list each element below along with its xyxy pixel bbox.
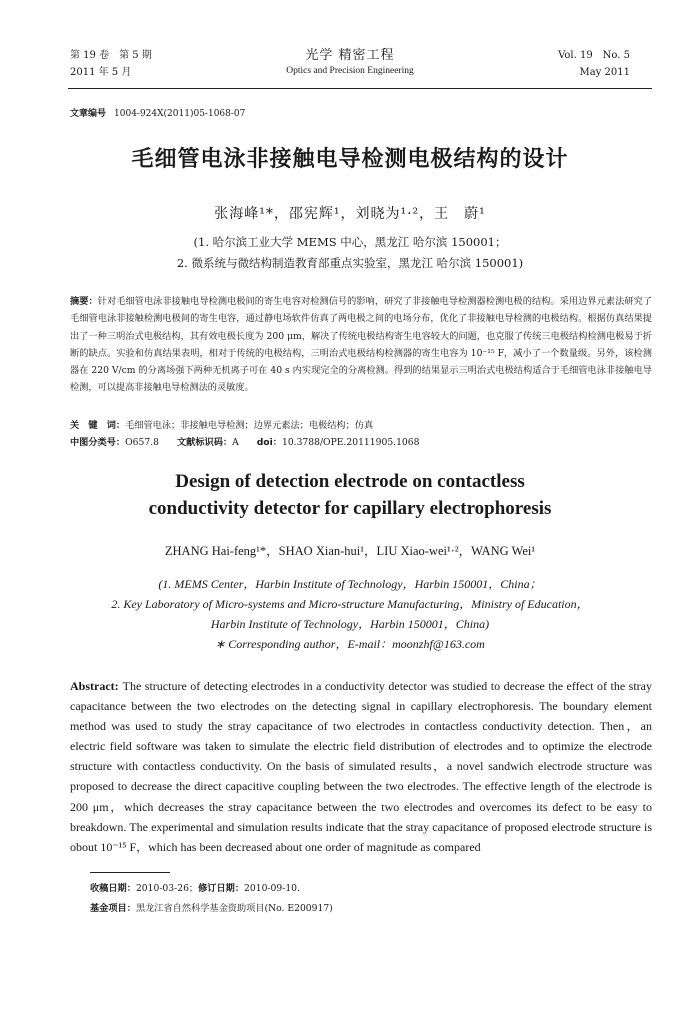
date-en: May 2011 [579,67,630,78]
footnote-dates [90,880,650,894]
abstract-en-text: The structure of detecting electrodes in a conductivity detector was studied to decrease the effect of the stray capacitance between the two electrodes on the detecting signal in capillary electrophoresis. The boundary element method was used to study the stray capacitance of two electrodes in contactless conductivity detection. Then，an electric field software was taken to simulate the electric field distribution of electrodes and to optimize the electrode structure with contactless conductivity. On the basis of simulated results，a novel sandwich electrode structure was proposed to decrease the direct capacitive coupling between the two electrodes. The effective length of the electrode is 200 μm，which decreases the stray capacitance between the two electrodes and overcomes its defect to be easy to breakdown. The experimental and simulation results indicate that the stray capacitance of proposed electrode structure is obout 10⁻¹⁵ F，which has been decreased about one order of magnitude as compared [70,679,652,854]
journal-name-en: Optics and Precision Engineering [286,66,414,76]
article-number-label: 文章编号 [70,109,107,119]
abstract-cn-label: 摘要： [70,296,98,307]
authors-cn: 张海峰¹*，邵宪辉¹，刘晓为¹·²，王 蔚¹ [214,206,486,222]
affiliation-en-2: 2. Key Laboratory of Micro-systems and Micro-structure Manufacturing，Ministry of Education， [111,597,589,611]
keywords-cn-text: 毛细管电泳；非接触电导检测；边界元素法；电极结构；仿真 [125,420,374,431]
doi-value: 10.3788/OPE.20111905.1068 [281,437,420,448]
keywords-cn-label: 关 键 词： [70,420,126,431]
volume-issue-en: Vol. 19 No. 5 [558,50,630,61]
article-number [70,106,245,119]
classification-line [70,434,419,448]
affiliation-cn-1: (1. 哈尔滨工业大学 MEMS 中心，黑龙江 哈尔滨 150001； [193,235,507,249]
clc-value: O657.8 [125,437,159,448]
article-number-value: 1004-924X(2011)05-1068-07 [114,109,246,119]
received-value: 2010-03-26； [135,883,199,894]
affiliation-en-1: (1. MEMS Center，Harbin Institute of Technology，Harbin 150001，China； [158,577,542,591]
footnote-divider [90,872,170,873]
title-cn: 毛细管电泳非接触电导检测电极结构的设计 [131,147,569,172]
abstract-cn [70,293,652,397]
affiliation-cn-2: 2. 微系统与微结构制造教育部重点实验室，黑龙江 哈尔滨 150001) [176,256,524,270]
journal-name-cn: 光学 精密工程 [305,48,395,63]
date-cn: 2011 年 5 月 [70,67,132,78]
title-en [0,468,700,522]
volume-issue-cn: 第 19 卷 第 5 期 [70,50,152,61]
affiliations-cn [0,232,700,274]
title-en-line-1: Design of detection electrode on contactless [175,471,525,492]
affiliation-en-3: Harbin Institute of Technology，Harbin 150001，China) [210,617,490,631]
abstract-en [70,676,652,857]
title-en-line-2: conductivity detector for capillary electrophoresis [148,498,552,519]
doc-code-label: 文献标识码： [176,437,233,448]
affiliations-en [0,574,700,654]
clc-label: 中图分类号： [70,437,126,448]
doi-label: doi： [256,437,282,448]
footnote-fund [90,900,650,914]
authors-en: ZHANG Hai-feng¹*，SHAO Xian-hui¹，LIU Xiao-wei¹·²，WANG Wei¹ [164,544,536,558]
fund-label: 基金项目： [90,903,136,914]
header-right [558,47,630,81]
revised-value: 2010-09-10. [244,883,300,894]
corresponding-author: ∗ Corresponding author，E-mail：moonzhf@163.com [215,637,485,651]
received-label: 收稿日期： [90,883,136,894]
fund-value: 黑龙江省自然科学基金资助项目(No. E200917) [135,903,333,914]
revised-label: 修订日期： [198,883,245,894]
doc-code-value: A [232,437,239,448]
abstract-en-label: Abstract: [70,679,119,693]
abstract-cn-text: 针对毛细管电泳非接触电导检测电极间的寄生电容对检测信号的影响，研究了非接触电导检测器检测电极的结构。采用边界元素法研究了毛细管电泳非接触检测电极间的寄生电容，通过静电场软件仿真了两电极之间的电场分布，优化了非接触电导检测的电极结构。根据仿真结果提出了一种三明治式电极结构，其有效电极长度为 200 μm，解决了传统电极结构寄生电容较大的问题，也克服了传统三电极结构检测电极易于折断的缺点。实验和仿真结果表明，相对于传统的电极结构，三明治式电极结构检测器的寄生电容为 10⁻¹⁵ F，减小了一个数量级。另外，该检测器在 220 V/cm 的分离场强下两种无机离子可在 40 s 内实现完全的分离检测。得到的结果显示三明治式电极结构适合于毛细管电泳非接触电导检测，可以提高非接触电导检测法的灵敏度。 [70,296,652,394]
header-divider [68,88,652,89]
keywords-cn [70,417,652,434]
